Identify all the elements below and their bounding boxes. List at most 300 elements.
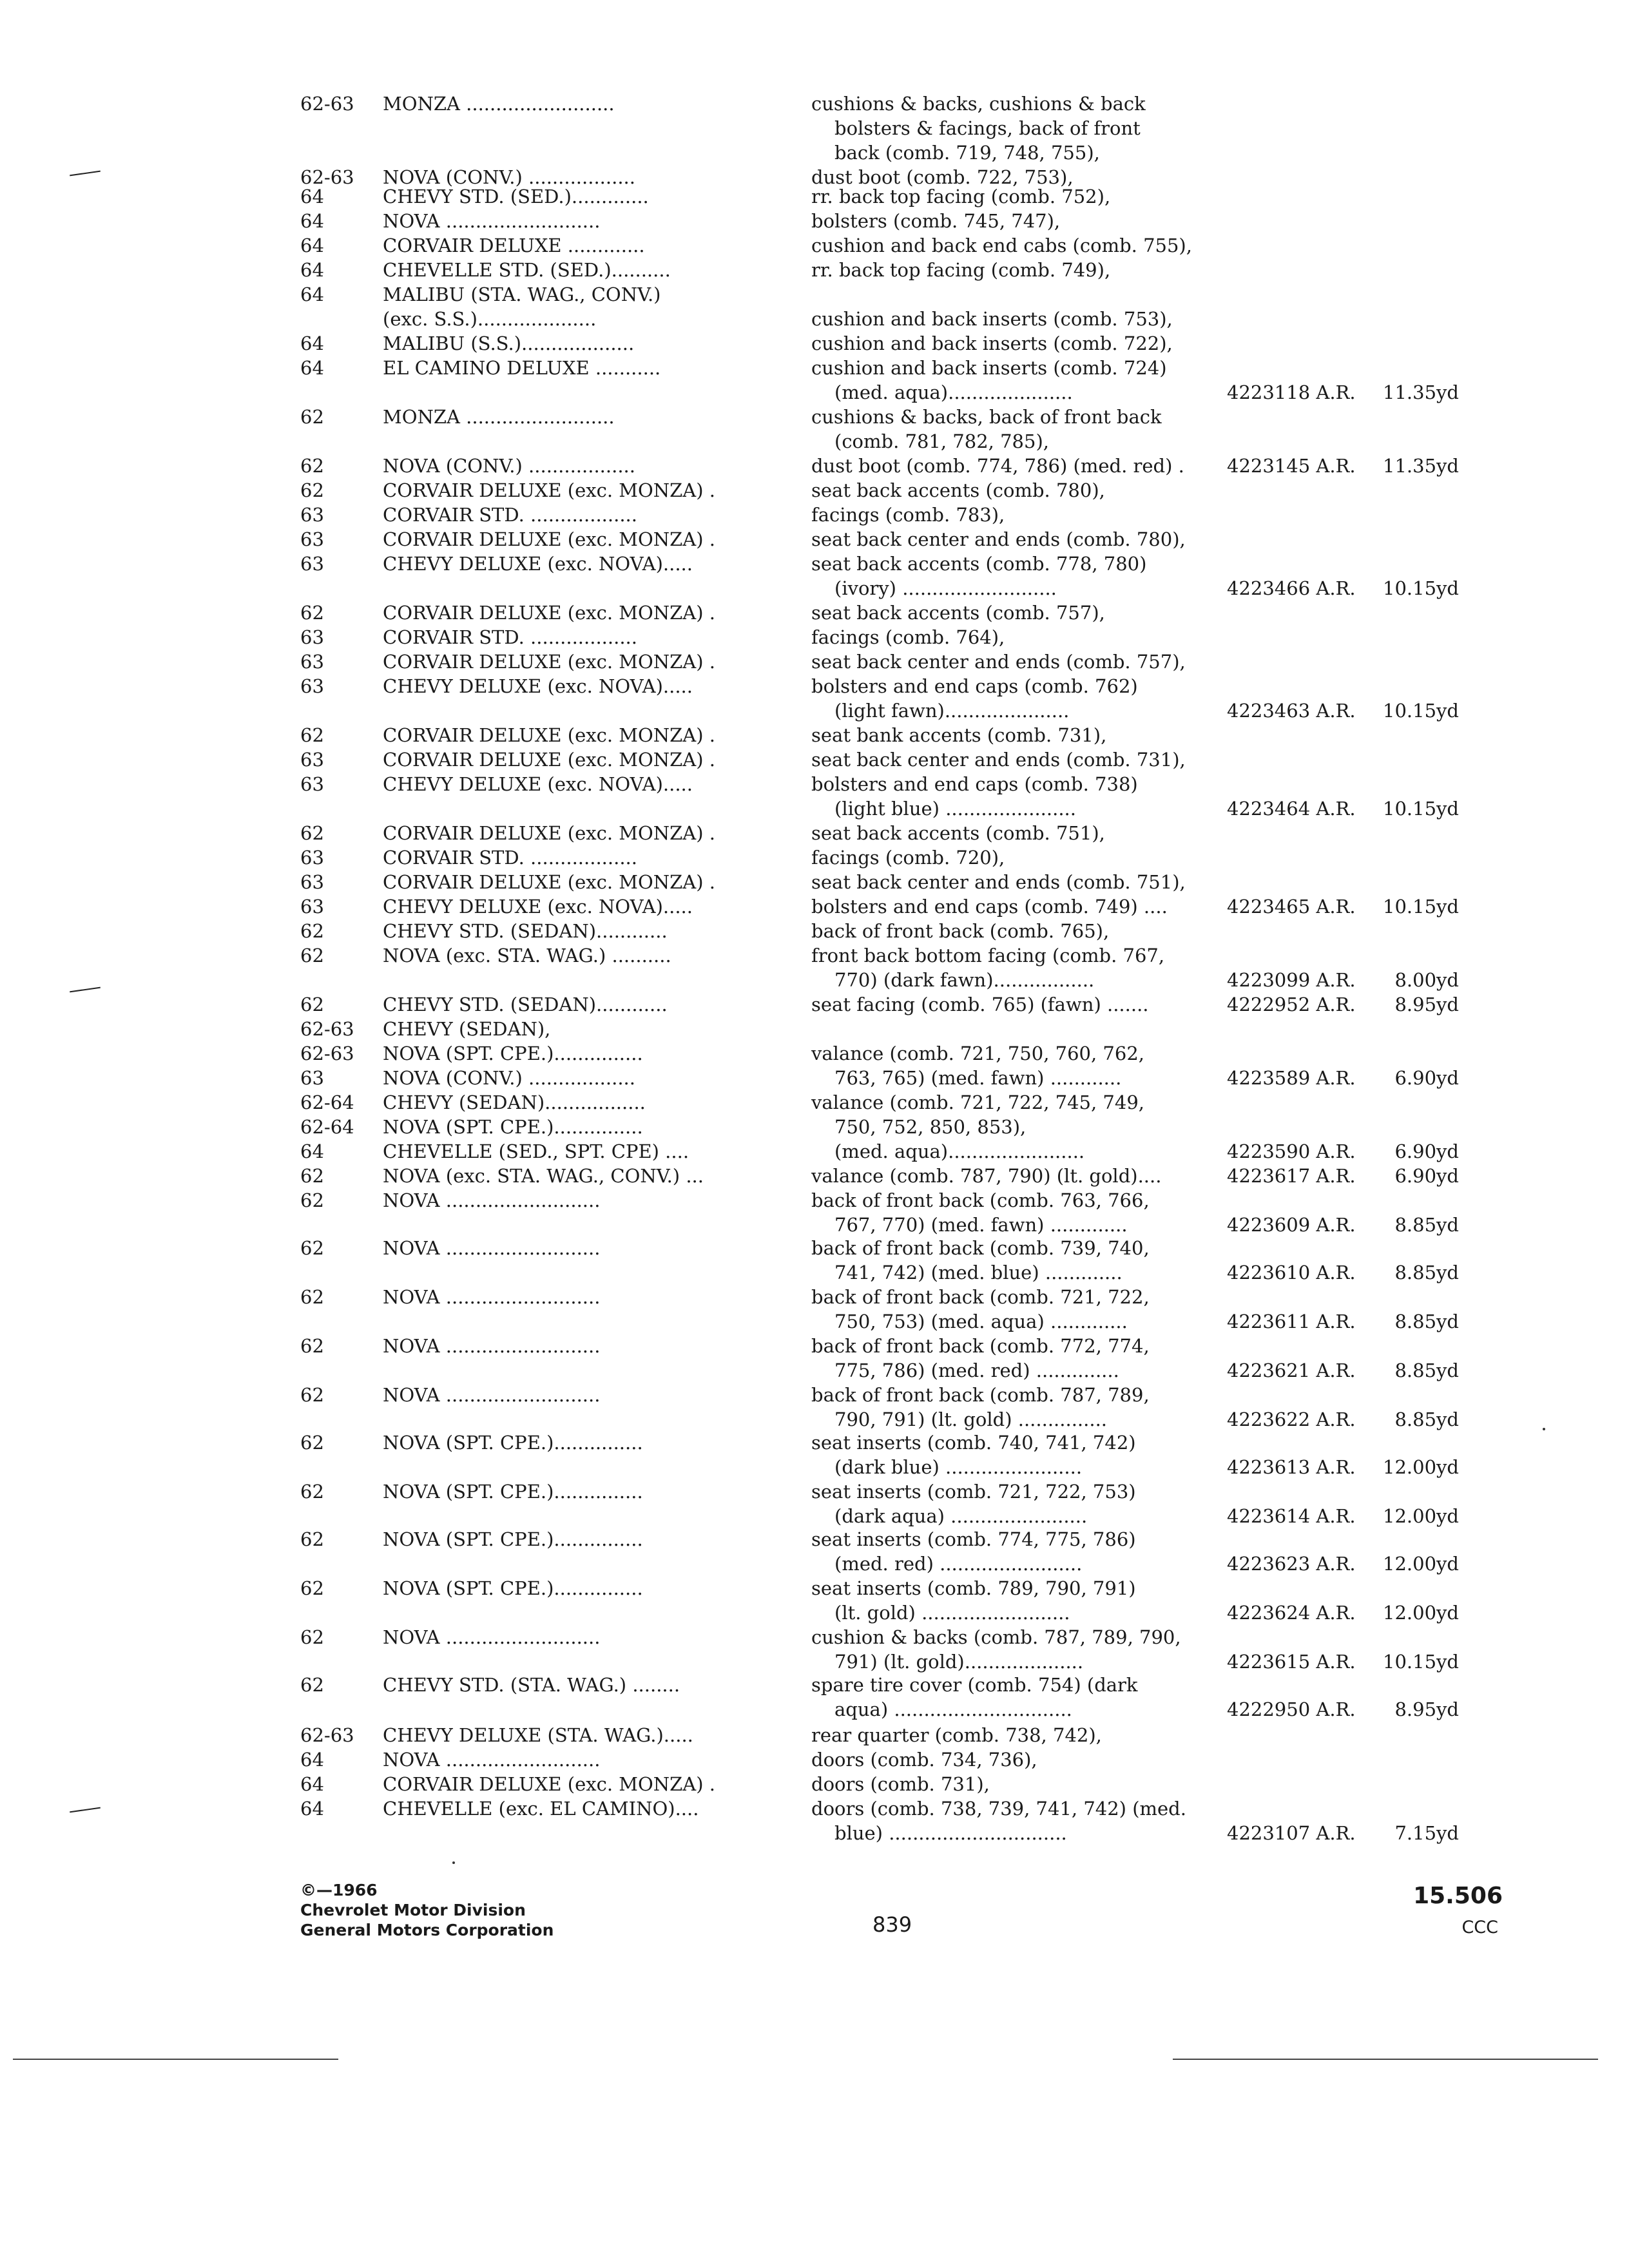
description-cell: seat inserts (comb. 774, 775, 786) <box>811 1528 1136 1550</box>
table-row <box>0 356 1629 380</box>
model-cell: MONZA ......................... <box>383 406 615 428</box>
table-row <box>0 1236 1629 1260</box>
bottom-rule-right <box>1173 2059 1598 2060</box>
quantity-cell: 10.15yd <box>1383 700 1459 722</box>
description-cell: doors (comb. 738, 739, 741, 742) (med. <box>811 1798 1186 1820</box>
description-cell: aqua) .............................. <box>834 1698 1072 1720</box>
quantity-cell: 8.85yd <box>1394 1360 1459 1381</box>
description-cell: back of front back (comb. 765), <box>811 920 1110 942</box>
quantity-cell: 10.15yd <box>1383 577 1459 599</box>
table-row <box>0 943 1629 968</box>
part-number-cell: 4223611 A.R. <box>1227 1311 1356 1332</box>
model-cell: CHEVY DELUXE (exc. NOVA)..... <box>383 553 693 575</box>
table-row <box>0 429 1629 454</box>
table-row <box>0 1090 1629 1115</box>
description-cell: blue) .............................. <box>834 1822 1067 1844</box>
model-cell: CORVAIR DELUXE (exc. MONZA) . <box>383 602 715 624</box>
table-row <box>0 1504 1629 1528</box>
description-cell: front back bottom facing (comb. 767, <box>811 945 1165 966</box>
part-number-cell: 4223623 A.R. <box>1227 1553 1356 1575</box>
table-row <box>0 1600 1629 1625</box>
quantity-cell: 8.95yd <box>1394 1698 1459 1720</box>
year-cell: 62-63 <box>300 166 354 188</box>
description-cell: seat inserts (comb. 721, 722, 753) <box>811 1481 1136 1503</box>
quantity-cell: 12.00yd <box>1383 1505 1459 1527</box>
page-number: 839 <box>872 1912 912 1937</box>
description-cell: 770) (dark fawn)................. <box>834 969 1095 991</box>
model-cell: EL CAMINO DELUXE ........... <box>383 357 661 379</box>
quantity-cell: 12.00yd <box>1383 1553 1459 1575</box>
year-cell: 62-63 <box>300 1043 354 1064</box>
table-row <box>0 1139 1629 1164</box>
table-row <box>0 1309 1629 1334</box>
model-cell: NOVA .......................... <box>383 1749 601 1771</box>
table-row <box>0 527 1629 552</box>
description-cell: cushion and back inserts (comb. 753), <box>811 308 1173 330</box>
model-cell: (exc. S.S.).................... <box>383 308 597 330</box>
model-cell: CHEVY STD. (SEDAN)............ <box>383 920 668 942</box>
year-cell: 62 <box>300 1286 324 1308</box>
description-cell: seat back accents (comb. 757), <box>811 602 1105 624</box>
table-row <box>0 1334 1629 1358</box>
model-cell: NOVA .......................... <box>383 1237 601 1259</box>
table-row <box>0 1527 1629 1552</box>
model-cell: CHEVY (SEDAN)................. <box>383 1091 646 1113</box>
year-cell: 63 <box>300 749 324 771</box>
table-row <box>0 1407 1629 1432</box>
description-cell: (lt. gold) ......................... <box>834 1602 1070 1624</box>
model-cell: CORVAIR DELUXE (exc. MONZA) . <box>383 822 715 844</box>
description-cell: spare tire cover (comb. 754) (dark <box>811 1674 1138 1696</box>
year-cell: 64 <box>300 284 324 305</box>
table-row <box>0 894 1629 919</box>
year-cell: 62 <box>300 1335 324 1357</box>
scan-speck <box>1543 1428 1545 1430</box>
description-cell: rr. back top facing (comb. 752), <box>811 186 1111 207</box>
part-number-cell: 4223589 A.R. <box>1227 1067 1356 1089</box>
year-cell: 62 <box>300 479 324 501</box>
part-number-cell: 4223621 A.R. <box>1227 1360 1356 1381</box>
year-cell: 62 <box>300 1237 324 1259</box>
description-cell: 790, 791) (lt. gold) ............... <box>834 1408 1108 1430</box>
year-cell: 63 <box>300 626 324 648</box>
model-cell: CORVAIR DELUXE (exc. MONZA) . <box>383 651 715 673</box>
table-row <box>0 576 1629 601</box>
description-cell: back of front back (comb. 772, 774, <box>811 1335 1150 1357</box>
table-row <box>0 1213 1629 1237</box>
division-name: Chevrolet Motor Division <box>300 1901 526 1919</box>
model-cell: CHEVY STD. (SED.)............. <box>383 186 649 207</box>
quantity-cell: 8.85yd <box>1394 1214 1459 1236</box>
description-cell: rear quarter (comb. 738, 742), <box>811 1724 1102 1746</box>
year-cell: 62 <box>300 1432 324 1454</box>
table-row <box>0 1552 1629 1576</box>
table-row <box>0 1625 1629 1649</box>
model-cell: CHEVY DELUXE (STA. WAG.)..... <box>383 1724 693 1746</box>
description-cell: facings (comb. 783), <box>811 504 1005 526</box>
description-cell: (light blue) ...................... <box>834 798 1076 820</box>
description-cell: bolsters & facings, back of front <box>834 117 1141 139</box>
model-cell: NOVA (SPT. CPE.)............... <box>383 1116 643 1138</box>
description-cell: valance (comb. 787, 790) (lt. gold).... <box>811 1165 1162 1187</box>
table-row <box>0 1260 1629 1285</box>
table-row <box>0 282 1629 307</box>
model-cell: CHEVY DELUXE (exc. NOVA)..... <box>383 773 693 795</box>
description-cell: seat back accents (comb. 751), <box>811 822 1105 844</box>
description-cell: (med. aqua)....................... <box>834 1140 1085 1162</box>
year-cell: 63 <box>300 553 324 575</box>
model-cell: CORVAIR STD. .................. <box>383 626 637 648</box>
part-number-cell: 4223617 A.R. <box>1227 1165 1356 1187</box>
part-number-cell: 4223615 A.R. <box>1227 1651 1356 1673</box>
description-cell: bolsters and end caps (comb. 762) <box>811 675 1138 697</box>
quantity-cell: 10.15yd <box>1383 896 1459 918</box>
table-row <box>0 772 1629 796</box>
description-cell: back of front back (comb. 739, 740, <box>811 1237 1150 1259</box>
year-cell: 62 <box>300 724 324 746</box>
table-row <box>0 454 1629 478</box>
description-cell: back of front back (comb. 721, 722, <box>811 1286 1150 1308</box>
description-cell: facings (comb. 764), <box>811 626 1005 648</box>
year-cell: 64 <box>300 1773 324 1795</box>
description-cell: seat back accents (comb. 780), <box>811 479 1105 501</box>
table-row <box>0 1821 1629 1845</box>
table-row <box>0 601 1629 625</box>
model-cell: CORVAIR DELUXE (exc. MONZA) . <box>383 749 715 771</box>
part-number-cell: 4222950 A.R. <box>1227 1698 1356 1720</box>
year-cell: 63 <box>300 528 324 550</box>
table-row <box>0 723 1629 747</box>
model-cell: NOVA .......................... <box>383 1189 601 1211</box>
description-cell: cushion and back end cabs (comb. 755), <box>811 235 1192 256</box>
table-row <box>0 870 1629 894</box>
part-number-cell: 4223610 A.R. <box>1227 1262 1356 1283</box>
quantity-cell: 6.90yd <box>1394 1165 1459 1187</box>
model-cell: CHEVY DELUXE (exc. NOVA)..... <box>383 675 693 697</box>
year-cell: 64 <box>300 357 324 379</box>
corporation-name: General Motors Corporation <box>300 1921 554 1939</box>
table-row <box>0 1383 1629 1407</box>
year-cell: 63 <box>300 773 324 795</box>
description-cell: (comb. 781, 782, 785), <box>834 430 1049 452</box>
quantity-cell: 12.00yd <box>1383 1456 1459 1478</box>
part-number-cell: 4223609 A.R. <box>1227 1214 1356 1236</box>
year-cell: 62 <box>300 1674 324 1696</box>
year-cell: 62 <box>300 406 324 428</box>
quantity-cell: 8.95yd <box>1394 994 1459 1015</box>
year-cell: 64 <box>300 1140 324 1162</box>
year-cell: 64 <box>300 332 324 354</box>
table-row <box>0 1649 1629 1674</box>
description-cell: back (comb. 719, 748, 755), <box>834 142 1100 164</box>
table-row <box>0 552 1629 576</box>
year-cell: 62 <box>300 920 324 942</box>
model-cell: NOVA (exc. STA. WAG., CONV.) ... <box>383 1165 704 1187</box>
description-cell: 741, 742) (med. blue) ............. <box>834 1262 1123 1283</box>
year-cell: 62 <box>300 1626 324 1648</box>
model-cell: NOVA (SPT. CPE.)............... <box>383 1577 643 1599</box>
year-cell: 63 <box>300 871 324 893</box>
table-row <box>0 1796 1629 1821</box>
year-cell: 62 <box>300 455 324 477</box>
model-cell: CORVAIR DELUXE (exc. MONZA) . <box>383 724 715 746</box>
part-number-cell: 4222952 A.R. <box>1227 994 1356 1015</box>
description-cell: seat back center and ends (comb. 731), <box>811 749 1186 771</box>
part-number-cell: 4223463 A.R. <box>1227 700 1356 722</box>
year-cell: 62 <box>300 1165 324 1187</box>
table-row <box>0 992 1629 1017</box>
description-cell: 750, 753) (med. aqua) ............. <box>834 1311 1128 1332</box>
table-row <box>0 674 1629 698</box>
part-number-cell: 4223145 A.R. <box>1227 455 1356 477</box>
table-row <box>0 919 1629 943</box>
model-cell: MONZA ......................... <box>383 93 615 115</box>
year-cell: 62-63 <box>300 93 354 115</box>
part-number-cell: 4223466 A.R. <box>1227 577 1356 599</box>
table-row <box>0 116 1629 140</box>
year-cell: 62-63 <box>300 1724 354 1746</box>
description-cell: doors (comb. 734, 736), <box>811 1749 1037 1771</box>
year-cell: 62 <box>300 945 324 966</box>
description-cell: cushions & backs, back of front back <box>811 406 1162 428</box>
table-row <box>0 698 1629 723</box>
model-cell: CORVAIR STD. .................. <box>383 847 637 869</box>
description-cell: cushion and back inserts (comb. 724) <box>811 357 1167 379</box>
quantity-cell: 7.15yd <box>1394 1822 1459 1844</box>
model-cell: CORVAIR DELUXE (exc. MONZA) . <box>383 871 715 893</box>
model-cell: NOVA .......................... <box>383 1626 601 1648</box>
table-row <box>0 1430 1629 1455</box>
model-cell: CORVAIR DELUXE (exc. MONZA) . <box>383 1773 715 1795</box>
footer-publisher <box>300 1880 554 1940</box>
table-row <box>0 380 1629 405</box>
table-row <box>0 1285 1629 1309</box>
part-number-cell: 4223614 A.R. <box>1227 1505 1356 1527</box>
part-number-cell: 4223465 A.R. <box>1227 896 1356 918</box>
model-cell: NOVA (SPT. CPE.)............... <box>383 1481 643 1503</box>
table-row <box>0 331 1629 356</box>
table-row <box>0 1115 1629 1139</box>
table-row <box>0 140 1629 165</box>
table-row <box>0 1066 1629 1090</box>
table-row <box>0 1723 1629 1747</box>
quantity-cell: 8.00yd <box>1394 969 1459 991</box>
year-cell: 64 <box>300 235 324 256</box>
model-cell: MALIBU (STA. WAG., CONV.) <box>383 284 661 305</box>
year-cell: 63 <box>300 847 324 869</box>
description-cell: 775, 786) (med. red) .............. <box>834 1360 1119 1381</box>
model-cell: CHEVY (SEDAN), <box>383 1018 551 1040</box>
year-cell: 63 <box>300 675 324 697</box>
year-cell: 64 <box>300 1749 324 1771</box>
table-row <box>0 649 1629 674</box>
description-cell: seat back center and ends (comb. 780), <box>811 528 1186 550</box>
description-cell: (ivory) .......................... <box>834 577 1057 599</box>
table-row <box>0 405 1629 429</box>
description-cell: back of front back (comb. 787, 789, <box>811 1384 1150 1406</box>
table-row <box>0 1673 1629 1697</box>
scan-speck <box>452 1861 455 1864</box>
model-cell: NOVA .......................... <box>383 1384 601 1406</box>
year-cell: 63 <box>300 504 324 526</box>
description-cell: 791) (lt. gold).................... <box>834 1651 1084 1673</box>
part-number-cell: 4223118 A.R. <box>1227 381 1356 403</box>
document-code: 15.506 <box>1413 1883 1503 1909</box>
model-cell: NOVA (CONV.) .................. <box>383 1067 635 1089</box>
table-row <box>0 625 1629 649</box>
part-number-cell: 4223613 A.R. <box>1227 1456 1356 1478</box>
model-cell: NOVA (CONV.) .................. <box>383 166 635 188</box>
year-cell: 63 <box>300 1067 324 1089</box>
year-cell: 64 <box>300 1798 324 1820</box>
table-row <box>0 1747 1629 1772</box>
description-cell: (med. red) ........................ <box>834 1553 1083 1575</box>
description-cell: valance (comb. 721, 722, 745, 749, <box>811 1091 1144 1113</box>
year-cell: 62 <box>300 1384 324 1406</box>
table-row <box>0 233 1629 258</box>
description-cell: cushion & backs (comb. 787, 789, 790, <box>811 1626 1181 1648</box>
year-cell: 62-63 <box>300 1018 354 1040</box>
year-cell: 62 <box>300 1577 324 1599</box>
table-row <box>0 1772 1629 1796</box>
table-row <box>0 1697 1629 1722</box>
document-subcode: CCC <box>1461 1917 1498 1937</box>
description-cell: (med. aqua)..................... <box>834 381 1073 403</box>
quantity-cell: 12.00yd <box>1383 1602 1459 1624</box>
table-row <box>0 1455 1629 1479</box>
quantity-cell: 6.90yd <box>1394 1067 1459 1089</box>
description-cell: seat back center and ends (comb. 757), <box>811 651 1186 673</box>
description-cell: bolsters and end caps (comb. 738) <box>811 773 1138 795</box>
part-number-cell: 4223464 A.R. <box>1227 798 1356 820</box>
year-cell: 62 <box>300 1528 324 1550</box>
table-row <box>0 307 1629 331</box>
description-cell: doors (comb. 731), <box>811 1773 990 1795</box>
table-row <box>0 478 1629 503</box>
table-row <box>0 747 1629 772</box>
year-cell: 62 <box>300 1481 324 1503</box>
description-cell: back of front back (comb. 763, 766, <box>811 1189 1150 1211</box>
description-cell: valance (comb. 721, 750, 760, 762, <box>811 1043 1144 1064</box>
table-row <box>0 184 1629 209</box>
bottom-rule-left <box>13 2059 338 2060</box>
table-row <box>0 209 1629 233</box>
model-cell: NOVA .......................... <box>383 1286 601 1308</box>
quantity-cell: 6.90yd <box>1394 1140 1459 1162</box>
table-row <box>0 1188 1629 1213</box>
description-cell: seat inserts (comb. 740, 741, 742) <box>811 1432 1136 1454</box>
model-cell: NOVA (SPT. CPE.)............... <box>383 1043 643 1064</box>
quantity-cell: 10.15yd <box>1383 798 1459 820</box>
table-row <box>0 1164 1629 1188</box>
description-cell: 750, 752, 850, 853), <box>834 1116 1027 1138</box>
year-cell: 62-64 <box>300 1116 354 1138</box>
table-row <box>0 1576 1629 1600</box>
copyright-notice: ©—1966 <box>300 1881 378 1899</box>
part-number-cell: 4223099 A.R. <box>1227 969 1356 991</box>
year-cell: 62-64 <box>300 1091 354 1113</box>
quantity-cell: 10.15yd <box>1383 1651 1459 1673</box>
year-cell: 62 <box>300 994 324 1015</box>
model-cell: CORVAIR DELUXE (exc. MONZA) . <box>383 528 715 550</box>
description-cell: cushions & backs, cushions & back <box>811 93 1146 115</box>
part-number-cell: 4223624 A.R. <box>1227 1602 1356 1624</box>
description-cell: seat back center and ends (comb. 751), <box>811 871 1186 893</box>
year-cell: 64 <box>300 186 324 207</box>
model-cell: CHEVY STD. (STA. WAG.) ........ <box>383 1674 680 1696</box>
table-row <box>0 503 1629 527</box>
description-cell: seat facing (comb. 765) (fawn) ....... <box>811 994 1149 1015</box>
quantity-cell: 11.35yd <box>1383 381 1459 403</box>
model-cell: CHEVELLE (exc. EL CAMINO).... <box>383 1798 699 1820</box>
year-cell: 62 <box>300 1189 324 1211</box>
description-cell: (dark blue) ....................... <box>834 1456 1083 1478</box>
model-cell: NOVA .......................... <box>383 1335 601 1357</box>
part-number-cell: 4223622 A.R. <box>1227 1408 1356 1430</box>
table-row <box>0 258 1629 282</box>
model-cell: NOVA (exc. STA. WAG.) .......... <box>383 945 671 966</box>
model-cell: CHEVY STD. (SEDAN)............ <box>383 994 668 1015</box>
table-row <box>0 91 1629 116</box>
description-cell: bolsters and end caps (comb. 749) .... <box>811 896 1168 918</box>
quantity-cell: 8.85yd <box>1394 1408 1459 1430</box>
model-cell: CHEVY DELUXE (exc. NOVA)..... <box>383 896 693 918</box>
part-number-cell: 4223590 A.R. <box>1227 1140 1356 1162</box>
quantity-cell: 8.85yd <box>1394 1262 1459 1283</box>
model-cell: NOVA (SPT. CPE.)............... <box>383 1432 643 1454</box>
year-cell: 64 <box>300 210 324 232</box>
model-cell: MALIBU (S.S.)................... <box>383 332 635 354</box>
table-row <box>0 1041 1629 1066</box>
model-cell: NOVA (SPT. CPE.)............... <box>383 1528 643 1550</box>
part-number-cell: 4223107 A.R. <box>1227 1822 1356 1844</box>
model-cell: CHEVELLE STD. (SED.).......... <box>383 259 671 281</box>
table-row <box>0 845 1629 870</box>
description-cell: dust boot (comb. 774, 786) (med. red) . <box>811 455 1184 477</box>
table-row <box>0 968 1629 992</box>
table-row <box>0 1017 1629 1041</box>
description-cell: bolsters (comb. 745, 747), <box>811 210 1061 232</box>
model-cell: CORVAIR STD. .................. <box>383 504 637 526</box>
description-cell: seat back accents (comb. 778, 780) <box>811 553 1147 575</box>
description-cell: seat bank accents (comb. 731), <box>811 724 1107 746</box>
description-cell: cushion and back inserts (comb. 722), <box>811 332 1173 354</box>
year-cell: 62 <box>300 602 324 624</box>
year-cell: 64 <box>300 259 324 281</box>
description-cell: rr. back top facing (comb. 749), <box>811 259 1111 281</box>
table-row <box>0 821 1629 845</box>
table-row <box>0 1479 1629 1504</box>
description-cell: dust boot (comb. 722, 753), <box>811 166 1074 188</box>
year-cell: 63 <box>300 651 324 673</box>
description-cell: 763, 765) (med. fawn) ............ <box>834 1067 1122 1089</box>
quantity-cell: 8.85yd <box>1394 1311 1459 1332</box>
year-cell: 63 <box>300 896 324 918</box>
description-cell: (light fawn)..................... <box>834 700 1070 722</box>
table-row <box>0 796 1629 821</box>
model-cell: NOVA .......................... <box>383 210 601 232</box>
description-cell: seat inserts (comb. 789, 790, 791) <box>811 1577 1136 1599</box>
quantity-cell: 11.35yd <box>1383 455 1459 477</box>
description-cell: 767, 770) (med. fawn) ............. <box>834 1214 1128 1236</box>
year-cell: 62 <box>300 822 324 844</box>
table-row <box>0 1358 1629 1383</box>
description-cell: (dark aqua) ....................... <box>834 1505 1088 1527</box>
model-cell: CORVAIR DELUXE ............. <box>383 235 645 256</box>
model-cell: CORVAIR DELUXE (exc. MONZA) . <box>383 479 715 501</box>
model-cell: NOVA (CONV.) .................. <box>383 455 635 477</box>
model-cell: CHEVELLE (SED., SPT. CPE) .... <box>383 1140 689 1162</box>
